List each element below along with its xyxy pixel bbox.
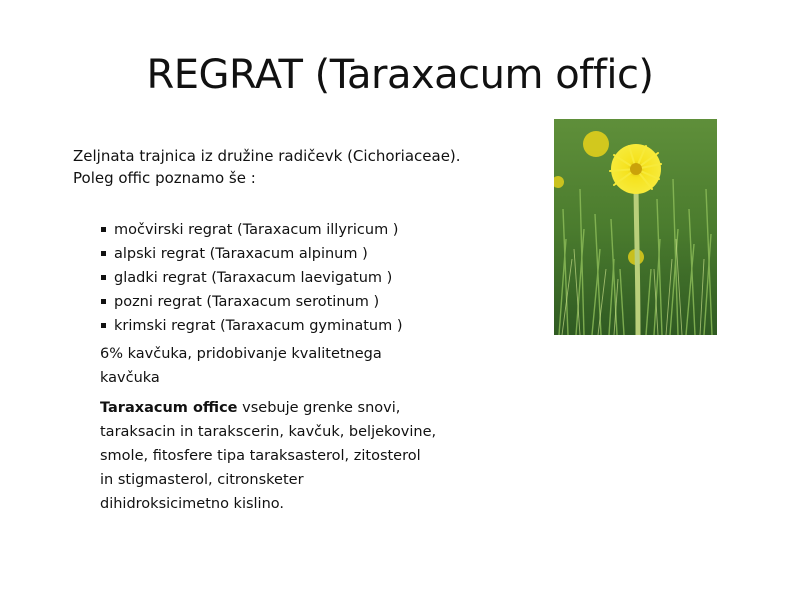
- dandelion-photo-icon: [554, 119, 717, 335]
- intro-line-2: Poleg offic poznamo še :: [73, 169, 256, 187]
- rubber-content-text: [100, 342, 430, 390]
- species-item: [100, 266, 480, 290]
- composition-line-1: [100, 396, 500, 420]
- species-label: alpski regrat (Taraxacum alpinum ): [114, 246, 368, 262]
- square-bullet-icon: [101, 299, 106, 304]
- square-bullet-icon: [101, 323, 106, 328]
- composition-paragraph: [100, 396, 500, 516]
- intro-text: [73, 145, 513, 189]
- slide-title: REGRAT (Taraxacum offic): [146, 52, 654, 98]
- species-label: pozni regrat (Taraxacum serotinum ): [114, 294, 380, 310]
- square-bullet-icon: [101, 227, 106, 232]
- composition-bold-lead: Taraxacum office: [100, 400, 238, 416]
- species-item: [100, 242, 480, 266]
- species-label: močvirski regrat (Taraxacum illyricum ): [114, 222, 399, 238]
- composition-line: smole, fitosfere tipa taraksasterol, zitosterol: [100, 448, 421, 464]
- species-label: gladki regrat (Taraxacum laevigatum ): [114, 270, 393, 286]
- composition-line-1-rest: vsebuje grenke snovi,: [237, 400, 401, 416]
- composition-line: in stigmasterol, citronsketer: [100, 472, 304, 488]
- rubber-line-1: 6% kavčuka, pridobivanje kvalitetnega: [100, 346, 382, 362]
- composition-line: dihidroksicimetno kislino.: [100, 496, 285, 512]
- rubber-line-2: kavčuka: [100, 370, 160, 386]
- species-item: [100, 290, 480, 314]
- dandelion-photo: [554, 119, 717, 335]
- square-bullet-icon: [101, 251, 106, 256]
- composition-line: taraksacin in tarakscerin, kavčuk, beljekovine,: [100, 424, 437, 440]
- species-item: [100, 314, 480, 338]
- species-list: [100, 218, 480, 338]
- square-bullet-icon: [101, 275, 106, 280]
- species-label: krimski regrat (Taraxacum gyminatum ): [114, 318, 403, 334]
- intro-line-1: Zeljnata trajnica iz družine radičevk (Cichoriaceae).: [73, 147, 461, 165]
- species-item: [100, 218, 480, 242]
